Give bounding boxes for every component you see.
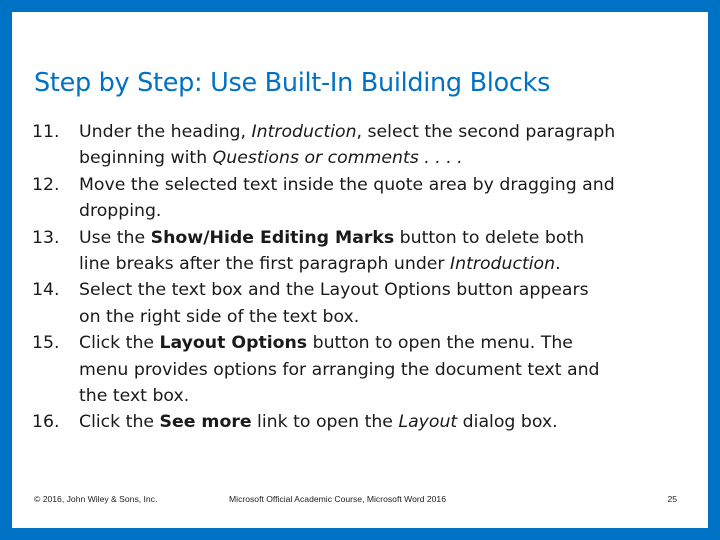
step-text: Click the [79, 333, 160, 354]
step-text-bold: Show/Hide Editing Marks [150, 227, 395, 248]
footer-copyright: © 2016, John Wiley & Sons, Inc. [34, 494, 158, 504]
footer-page-number: 25 [667, 494, 677, 504]
step-text: Select the text box and the Layout Options button appears [79, 280, 589, 301]
step-number: 12. [32, 174, 60, 195]
step-line [79, 304, 698, 330]
step-number: 15. [32, 333, 60, 354]
step-text-italic: Introduction [450, 254, 556, 275]
step-item [32, 409, 698, 435]
step-text: dropping. [79, 201, 162, 222]
step-line [79, 409, 698, 435]
step-text: button to delete both [394, 227, 585, 248]
step-text: Use the [79, 227, 151, 248]
step-text: beginning with [79, 148, 213, 169]
step-text-bold: Layout Options [159, 333, 308, 354]
step-text: the text box. [79, 386, 190, 407]
step-text: on the right side of the text box. [79, 306, 360, 327]
step-item [32, 225, 698, 278]
step-list [32, 119, 698, 436]
step-text: line breaks after the first paragraph under [79, 254, 451, 275]
step-text: button to open the menu. The [307, 333, 573, 354]
step-number: 16. [32, 412, 60, 433]
step-line [79, 330, 698, 356]
step-line [79, 172, 698, 198]
step-text-italic: Questions or comments . . . . [212, 148, 463, 169]
step-text: Click the [79, 412, 160, 433]
step-text: . [555, 254, 561, 275]
step-item [32, 330, 698, 409]
step-line [79, 277, 698, 303]
step-number: 13. [32, 227, 60, 248]
slide-title: Step by Step: Use Built-In Building Blocks [34, 68, 551, 98]
step-line [79, 145, 698, 171]
step-item [32, 119, 698, 172]
step-text: , select the second paragraph [356, 122, 616, 142]
step-number: 11. [32, 122, 60, 142]
step-text-italic: Layout [398, 412, 458, 433]
footer-course: Microsoft Official Academic Course, Microsoft Word 2016 [229, 494, 446, 504]
step-line [79, 383, 698, 409]
step-item [32, 277, 698, 330]
step-line [79, 119, 698, 145]
step-text: link to open the [251, 412, 399, 433]
step-line [79, 357, 698, 383]
step-line [79, 225, 698, 251]
step-text: menu provides options for arranging the document text and [79, 359, 600, 380]
step-text: dialog box. [457, 412, 558, 433]
step-text-italic: Introduction [251, 122, 357, 142]
step-line [79, 251, 698, 277]
step-number: 14. [32, 280, 60, 301]
step-item [32, 172, 698, 225]
step-text-bold: See more [159, 412, 252, 433]
slide [12, 12, 708, 528]
step-text: Under the heading, [79, 122, 252, 142]
step-line [79, 198, 698, 224]
step-text: Move the selected text inside the quote area by dragging and [79, 174, 615, 195]
